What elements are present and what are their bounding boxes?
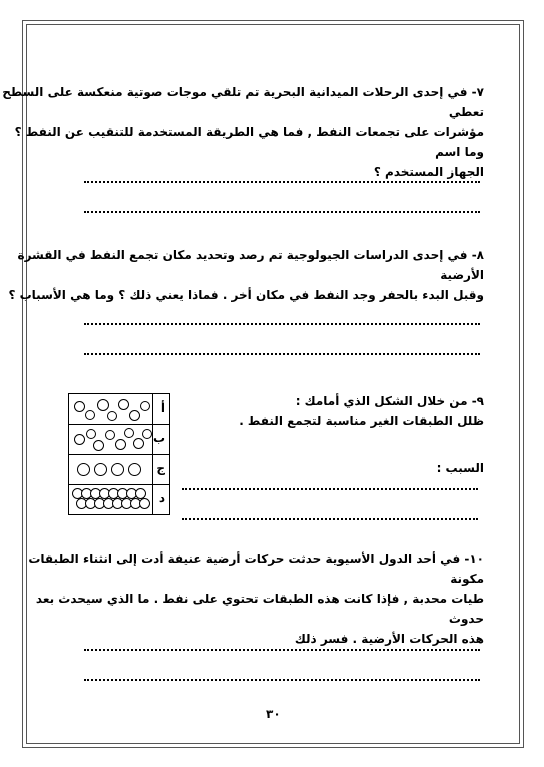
- layer-cells: [69, 394, 153, 424]
- answer-line-q7-1[interactable]: [84, 181, 480, 183]
- question-8-line-2: وقبل البدء بالحفر وجد النفط في مكان أخر . فماذا يعني ذلك ؟ وما هي الأسباب ؟: [8, 288, 484, 302]
- answer-line-q9-2[interactable]: [182, 518, 478, 520]
- answer-line-q9-1[interactable]: [182, 488, 478, 490]
- pore-circle: [93, 440, 104, 451]
- layer-label: أ: [160, 401, 165, 415]
- layer-row[interactable]: [69, 424, 169, 455]
- question-10-line-1: ١٠- في أحد الدول الأسيوية حدثت حركات أرضية عنيفة أدت إلى انثناء الطبقات مكونة: [28, 552, 484, 586]
- pore-circle: [94, 463, 107, 476]
- layer-row[interactable]: [69, 454, 169, 485]
- pore-circle: [139, 498, 150, 509]
- question-10-line-3: هذه الحركات الأرضية . فسر ذلك: [294, 632, 484, 646]
- pore-circle: [105, 430, 115, 440]
- pore-circle: [133, 438, 144, 449]
- layer-cells: [69, 454, 153, 484]
- pore-circle: [107, 411, 117, 421]
- layer-cells: [69, 424, 153, 454]
- question-7-line-3: الجهاز المستخدم ؟: [373, 165, 484, 179]
- pore-circle: [85, 410, 95, 420]
- question-10-line-2: طيات محدبة , فإذا كانت هذه الطبقات تحتوي على نفط . ما الذي سيحدث بعد حدوث: [35, 592, 484, 626]
- pore-circle: [97, 399, 109, 411]
- answer-line-q10-1[interactable]: [84, 649, 480, 651]
- pore-circle: [77, 463, 90, 476]
- rock-layers-figure: [68, 393, 170, 515]
- pore-circle: [86, 429, 96, 439]
- question-10: [0, 549, 484, 649]
- pore-circle: [111, 463, 124, 476]
- question-8: [0, 245, 484, 305]
- pore-circle: [128, 463, 141, 476]
- answer-line-q10-2[interactable]: [84, 679, 480, 681]
- pore-circle: [140, 401, 150, 411]
- answer-line-q8-1[interactable]: [84, 323, 480, 325]
- pore-circle: [74, 434, 85, 445]
- question-9-line-1: ٩- من خلال الشكل الذي أمامك :: [295, 394, 484, 408]
- layer-row[interactable]: [69, 484, 169, 514]
- pore-circle: [129, 410, 140, 421]
- answer-line-q7-2[interactable]: [84, 211, 480, 213]
- pore-circle: [74, 401, 85, 412]
- layer-label: ج: [156, 461, 165, 475]
- pore-circle: [118, 399, 129, 410]
- pore-circle: [115, 439, 126, 450]
- question-9-line-2: ظلل الطبقات الغير مناسبة لتجمع النفط .: [239, 414, 484, 428]
- page-number: ٣٠: [266, 707, 281, 721]
- question-7-line-1: ٧- في إحدى الرحلات الميدانية البحرية تم تلقي موجات صوتية منعكسة على السطح تعطي: [2, 85, 484, 119]
- answer-line-q8-2[interactable]: [84, 353, 480, 355]
- reason-label: السبب :: [436, 461, 484, 475]
- pore-circle: [124, 428, 134, 438]
- layer-label: د: [158, 491, 165, 505]
- question-7: [0, 82, 484, 182]
- question-9: [239, 391, 484, 431]
- question-8-line-1: ٨- في إحدى الدراسات الجيولوجية تم رصد وتحديد مكان تجمع النفط في القشرة الأرضية: [17, 248, 484, 282]
- layer-cells: [69, 484, 153, 514]
- layer-label: ب: [152, 431, 165, 445]
- question-7-line-2: مؤشرات على تجمعات النفط , فما هي الطريقة المستخدمة للتنقيب عن النفط ؟ وما اسم: [14, 125, 484, 159]
- layer-row[interactable]: [69, 394, 169, 425]
- pore-circle: [142, 429, 152, 439]
